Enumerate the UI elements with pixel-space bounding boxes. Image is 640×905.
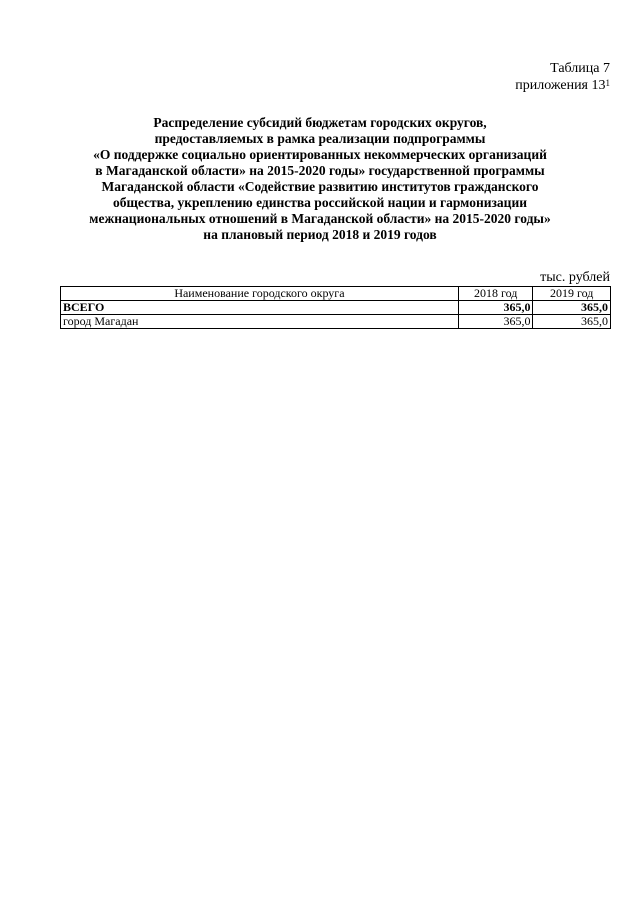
row-value-2018: 365,0	[458, 315, 533, 329]
title-line: предоставляемых в рамка реализации подпрограммы	[154, 131, 486, 146]
appendix-reference	[515, 77, 610, 94]
header-district-name: Наименование городского округа	[61, 287, 459, 301]
table-reference	[515, 60, 610, 94]
row-name: ВСЕГО	[61, 301, 459, 315]
document-title	[40, 115, 600, 243]
title-line: в Магаданской области» на 2015-2020 годы» государственной программы	[95, 163, 545, 178]
row-value-2019: 365,0	[533, 301, 611, 315]
row-name: город Магадан	[61, 315, 459, 329]
table-header-row	[61, 287, 611, 301]
appendix-text: приложения 13	[515, 78, 606, 93]
title-line: Магаданской области «Содействие развитию институтов гражданского	[101, 179, 539, 194]
title-line: «О поддержке социально ориентированных некоммерческих организаций	[93, 147, 547, 162]
header-2019: 2019 год	[533, 287, 611, 301]
title-line: Распределение субсидий бюджетам городских округов,	[153, 115, 487, 130]
row-value-2018: 365,0	[458, 301, 533, 315]
subsidy-table	[60, 286, 611, 329]
title-line: межнациональных отношений в Магаданской области» на 2015-2020 годы»	[89, 211, 551, 226]
units-label: тыс. рублей	[540, 270, 610, 285]
table-row	[61, 315, 611, 329]
header-2018: 2018 год	[458, 287, 533, 301]
row-value-2019: 365,0	[533, 315, 611, 329]
appendix-superscript: 1	[605, 78, 610, 88]
title-line: на плановый период 2018 и 2019 годов	[203, 227, 437, 242]
title-line: общества, укреплению единства российской нации и гармонизации	[112, 195, 528, 210]
table-number: Таблица 7	[550, 61, 610, 76]
table-row-total	[61, 301, 611, 315]
